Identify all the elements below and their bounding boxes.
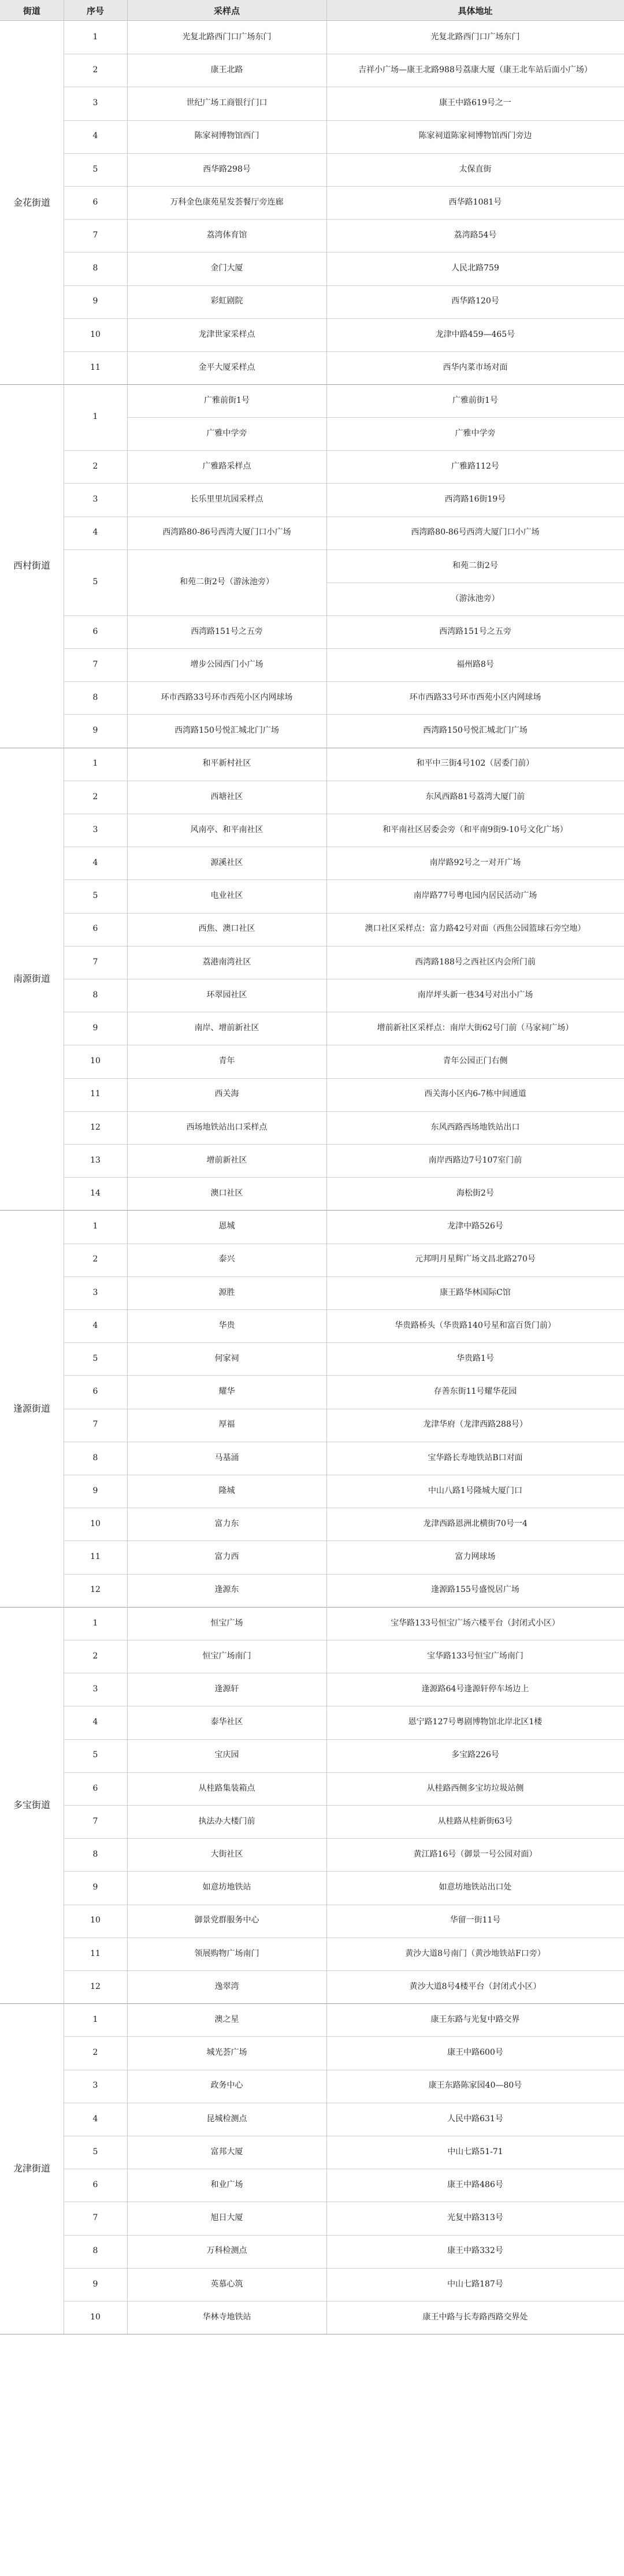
address: 中山七路51-71 (447, 2147, 503, 2156)
address: 环市西路33号环市西苑小区内网球场 (409, 693, 541, 703)
row-number: 5 (92, 1750, 98, 1760)
address: 西华内菜市场对面 (443, 362, 508, 372)
site-name: 西湾路80-86号西湾大厦门口小广场 (162, 528, 291, 537)
site-name: 和平新村社区 (202, 759, 251, 769)
row-number: 10 (90, 2312, 101, 2322)
row-number: 3 (92, 495, 98, 504)
address: 黄江路16号（御景一号公园对面） (413, 1850, 537, 1859)
address: 康王路华林国际C馆 (440, 1287, 511, 1297)
site-name: 西湾路150号悦汇城北门广场 (174, 726, 279, 736)
row-number: 2 (92, 1254, 98, 1264)
row-number: 11 (90, 1552, 101, 1562)
row-number: 5 (92, 1354, 98, 1364)
site-name: 富力西 (214, 1552, 239, 1562)
site-name: 风南亭、和平南社区 (190, 825, 263, 834)
site-name: 康王北路 (210, 65, 243, 75)
address: 富力网球场 (455, 1552, 496, 1562)
address: 海松街2号 (456, 1189, 494, 1198)
site-name: 富力东 (214, 1519, 239, 1529)
address: 光复北路西门口广场东门 (430, 32, 520, 42)
address: 如意坊地铁站出口处 (439, 1883, 512, 1892)
site-name: 大街社区 (210, 1850, 243, 1859)
site-name: 西场地铁站出口采样点 (186, 1122, 268, 1132)
address: 西华路120号 (451, 296, 499, 306)
site-name: 厚福 (218, 1420, 235, 1430)
address: 和苑二街2号 (452, 561, 498, 570)
site-name: 泰兴 (218, 1254, 235, 1264)
row-number: 3 (92, 825, 98, 834)
address-secondary: 广雅中学旁 (455, 428, 496, 438)
row-number: 7 (92, 1816, 98, 1826)
site-name: 富邦大厦 (210, 2147, 243, 2156)
address: 人民中路631号 (447, 2114, 503, 2124)
site-name: 恒宝广场 (210, 1618, 243, 1628)
row-number: 10 (90, 329, 101, 339)
site-name: 源溪社区 (210, 858, 243, 868)
district-name: 逢源街道 (13, 1402, 50, 1414)
row-number: 11 (90, 1089, 101, 1099)
address: 中山八路1号隆城大厦门口 (428, 1486, 522, 1495)
row-number: 9 (92, 726, 98, 736)
row-number: 7 (92, 231, 98, 240)
address: 和平南社区居委会旁（和平南9街9-10号文化广场） (382, 825, 568, 834)
address: 西华路1081号 (448, 197, 502, 207)
site-name-secondary: 广雅中学旁 (206, 428, 247, 438)
row-number: 4 (92, 2114, 98, 2124)
column-divider (326, 0, 327, 2334)
address: 东风西路81号荔湾大厦门前 (425, 792, 525, 801)
address: 康王中路600号 (447, 2048, 503, 2058)
row-number: 4 (92, 1320, 98, 1330)
row-number: 8 (92, 1453, 98, 1463)
address: 吉祥小广场—康王北路988号荔康大厦（康王北车站后面小广场） (358, 65, 592, 75)
row-number: 3 (92, 98, 98, 108)
address: 中山七路187号 (447, 2279, 503, 2289)
address: 西湾路188号之西社区内会所门前 (415, 957, 536, 967)
header-address: 具体地址 (458, 5, 493, 16)
address: 恩宁路127号粤剧博物馆北岸北区1楼 (408, 1717, 543, 1727)
address: 西湾路150号悦汇城北门广场 (423, 726, 528, 736)
address: 和平中三街4号102（居委门前） (416, 759, 534, 769)
row-number: 1 (92, 1222, 98, 1231)
district-name: 金花街道 (13, 196, 50, 208)
address: 南岸路77号粤电园内居民活动广场 (413, 891, 537, 901)
row-number: 7 (92, 2213, 98, 2223)
site-name: 逢源轩 (214, 1684, 239, 1694)
row-number: 3 (92, 1287, 98, 1297)
address: 广雅前街1号 (452, 395, 498, 405)
row-number: 3 (92, 1684, 98, 1694)
row-number: 7 (92, 1420, 98, 1430)
row-number: 7 (92, 659, 98, 669)
address: 荔湾路54号 (454, 231, 497, 240)
address: 从桂路从桂新街63号 (437, 1816, 513, 1826)
row-number: 11 (90, 1948, 101, 1958)
row-number: 13 (90, 1155, 101, 1165)
row-number: 12 (90, 1585, 101, 1595)
address: 西关海小区内6-7栋中间通道 (424, 1089, 526, 1099)
site-name: 领展购物广场南门 (194, 1948, 259, 1958)
site-name: 金门大厦 (210, 263, 243, 273)
row-number: 4 (92, 1717, 98, 1727)
row-number: 4 (92, 131, 98, 141)
row-number: 8 (92, 263, 98, 273)
site-name: 英慕心筑 (210, 2279, 243, 2289)
address: 陈家祠道陈家祠博物馆西门旁边 (418, 131, 532, 141)
district-name: 西村街道 (13, 560, 50, 571)
header-no: 序号 (86, 5, 104, 16)
site-name: 世纪广场工商银行门口 (186, 98, 268, 108)
site-name: 昆城检测点 (206, 2114, 247, 2124)
row-number: 6 (92, 197, 98, 207)
site-name: 恩城 (218, 1222, 235, 1231)
address: 宝华路长寿地铁站B口对面 (428, 1453, 523, 1463)
district-name: 龙津街道 (13, 2163, 50, 2174)
address: 华贵路1号 (456, 1354, 494, 1364)
site-name: 从桂路集装箱点 (198, 1783, 255, 1793)
address: 黄沙大道8号南门（黄沙地铁站F口旁） (405, 1948, 545, 1958)
address: 华贵路桥头（华贵路140号星和富百货门前） (395, 1320, 556, 1330)
header-site: 采样点 (213, 5, 240, 16)
address: 康王中路与长寿路西路交界处 (422, 2312, 528, 2322)
address: 人民北路759 (451, 263, 499, 273)
row-number: 3 (92, 2081, 98, 2091)
row-number: 5 (92, 2147, 98, 2156)
site-name: 荔湾体育馆 (206, 231, 247, 240)
address: 青年公园正门右侧 (443, 1056, 508, 1066)
address: 存善东街11号耀华花园 (433, 1387, 517, 1397)
site-name: 隆城 (218, 1486, 235, 1495)
address: 宝华路133号恒宝广场南门 (427, 1651, 523, 1661)
row-number: 10 (90, 1916, 101, 1925)
address: 宝华路133号恒宝广场六楼平台（封闭式小区） (391, 1618, 560, 1628)
site-name: 城光荟广场 (206, 2048, 247, 2058)
row-number: 6 (92, 1783, 98, 1793)
site-name: 政务中心 (210, 2081, 243, 2091)
site-name: 逸翠湾 (214, 1981, 239, 1991)
row-number: 6 (92, 924, 98, 934)
row-divider-inner (326, 582, 624, 583)
site-name: 西关海 (214, 1089, 239, 1099)
row-number: 6 (92, 626, 98, 636)
address: 从桂路西侧多宝坊垃圾站侧 (426, 1783, 524, 1793)
row-number: 5 (92, 577, 98, 587)
site-name: 源胜 (218, 1287, 235, 1297)
address: 西湾路16街19号 (444, 495, 506, 504)
address: 逢源路155号盛悦居广场 (431, 1585, 519, 1595)
site-name: 华贵 (218, 1320, 235, 1330)
address: 广雅路112号 (451, 462, 499, 472)
row-number: 6 (92, 2180, 98, 2190)
address: 西湾路151号之五旁 (439, 626, 511, 636)
row-number: 1 (92, 1618, 98, 1628)
address: 南岸坪头新一巷34号对出小广场 (417, 990, 533, 1000)
row-number: 9 (92, 2279, 98, 2289)
site-name: 增前新社区 (206, 1155, 247, 1165)
site-name: 宝庆园 (214, 1750, 239, 1760)
row-number: 2 (92, 792, 98, 801)
site-name: 荔港南湾社区 (202, 957, 251, 967)
site-name: 澳口社区 (210, 1189, 243, 1198)
site-name: 金平大厦采样点 (198, 362, 255, 372)
site-name: 旭日大厦 (210, 2213, 243, 2223)
site-name: 陈家祠博物馆西门 (194, 131, 259, 141)
row-number: 2 (92, 65, 98, 75)
address: 东风西路西场地铁站出口 (430, 1122, 520, 1132)
site-name: 长乐里里坑园采样点 (190, 495, 263, 504)
site-name: 逢源东 (214, 1585, 239, 1595)
site-name: 何家祠 (214, 1354, 239, 1364)
row-number: 2 (92, 462, 98, 472)
site-name: 广雅前街1号 (204, 395, 250, 405)
row-number: 1 (92, 412, 98, 422)
row-number: 4 (92, 528, 98, 537)
address: 南岸西路边7号107室门前 (428, 1155, 522, 1165)
site-name: 青年 (218, 1056, 235, 1066)
address: 元邦明月星辉广场文昌北路270号 (415, 1254, 536, 1264)
address: 增前新社区采样点：南岸大街62号门前（马家祠广场） (377, 1023, 574, 1033)
row-number: 2 (92, 1651, 98, 1661)
address: 华留一街11号 (450, 1916, 501, 1925)
row-number: 8 (92, 990, 98, 1000)
site-name: 龙津世家采样点 (198, 329, 255, 339)
address: 龙津华府（龙津西路288号） (423, 1420, 528, 1430)
row-number: 11 (90, 362, 101, 372)
site-name: 电业社区 (210, 891, 243, 901)
site-name: 耀华 (218, 1387, 235, 1397)
site-name: 和苑二街2号（游泳池旁） (180, 577, 274, 587)
site-name: 西湾路151号之五旁 (191, 626, 263, 636)
row-number: 5 (92, 164, 98, 174)
site-name: 南岸、增前新社区 (194, 1023, 259, 1033)
site-name: 和业广场 (210, 2180, 243, 2190)
district-name: 南源街道 (13, 973, 50, 984)
site-name: 增步公园西门小广场 (190, 659, 263, 669)
site-name: 西华路298号 (203, 164, 251, 174)
row-number: 1 (92, 759, 98, 769)
address: 龙津中路526号 (447, 1222, 503, 1231)
address: 多宝路226号 (451, 1750, 499, 1760)
row-number: 9 (92, 296, 98, 306)
site-name: 恒宝广场南门 (202, 1651, 251, 1661)
address: 康王东路陈家园40—80号 (428, 2081, 522, 2091)
site-name: 御景党群服务中心 (194, 1916, 259, 1925)
row-number: 9 (92, 1023, 98, 1033)
row-number: 2 (92, 2048, 98, 2058)
row-number: 8 (92, 2246, 98, 2256)
site-name: 万科检测点 (206, 2246, 247, 2256)
row-number: 1 (92, 2015, 98, 2025)
row-number: 14 (90, 1189, 101, 1198)
row-number: 1 (92, 32, 98, 42)
table-header (0, 0, 624, 21)
address: 康王中路486号 (447, 2180, 503, 2190)
site-name: 马基涌 (214, 1453, 239, 1463)
site-name: 万科金色康苑星发荟餐厅旁连廊 (170, 197, 284, 207)
site-name: 环翠园社区 (206, 990, 247, 1000)
row-number: 8 (92, 1850, 98, 1859)
row-number: 10 (90, 1519, 101, 1529)
address: 澳口社区采样点：富力路42号对面（西焦公园篮球石旁空地） (365, 924, 586, 934)
header-district: 街道 (23, 5, 40, 16)
address: 龙津西路恩洲北横街70号一4 (423, 1519, 528, 1529)
address: 西湾路80-86号西湾大厦门口小广场 (411, 528, 540, 537)
address: 康王东路与光复中路交界 (430, 2015, 520, 2025)
row-number: 5 (92, 891, 98, 901)
site-name: 华林寺地铁站 (202, 2312, 251, 2322)
address: 福州路8号 (456, 659, 494, 669)
site-name: 执法办大楼门前 (198, 1816, 255, 1826)
address: 逢源路64号逢源轩停车场边上 (421, 1684, 529, 1694)
site-name: 广雅路采样点 (202, 462, 251, 472)
row-number: 6 (92, 1387, 98, 1397)
site-name: 彩虹剧院 (210, 296, 243, 306)
row-number: 9 (92, 1883, 98, 1892)
site-name: 泰华社区 (210, 1717, 243, 1727)
site-name: 如意坊地铁站 (202, 1883, 251, 1892)
row-number: 12 (90, 1122, 101, 1132)
site-name: 澳之星 (214, 2015, 239, 2025)
row-number: 12 (90, 1981, 101, 1991)
address: 康王中路332号 (447, 2246, 503, 2256)
row-number: 10 (90, 1056, 101, 1066)
address: 龙津中路459—465号 (435, 329, 515, 339)
site-name: 西焦、澳口社区 (198, 924, 255, 934)
site-name: 光复北路西门口广场东门 (182, 32, 272, 42)
address-secondary: （游泳池旁） (451, 593, 500, 603)
site-name: 环市西路33号环市西苑小区内网球场 (161, 693, 293, 703)
column-divider (127, 0, 128, 2334)
row-number: 4 (92, 858, 98, 868)
row-number: 9 (92, 1486, 98, 1495)
address: 太保直街 (459, 164, 492, 174)
row-number: 8 (92, 693, 98, 703)
row-number: 7 (92, 957, 98, 967)
district-name: 多宝街道 (13, 1799, 50, 1810)
address: 黄沙大道8号4楼平台（封闭式小区） (409, 1981, 541, 1991)
address: 光复中路313号 (447, 2213, 503, 2223)
address: 南岸路92号之一对开广场 (429, 858, 521, 868)
address: 康王中路619号之一 (439, 98, 511, 108)
site-name: 西塘社区 (210, 792, 243, 801)
